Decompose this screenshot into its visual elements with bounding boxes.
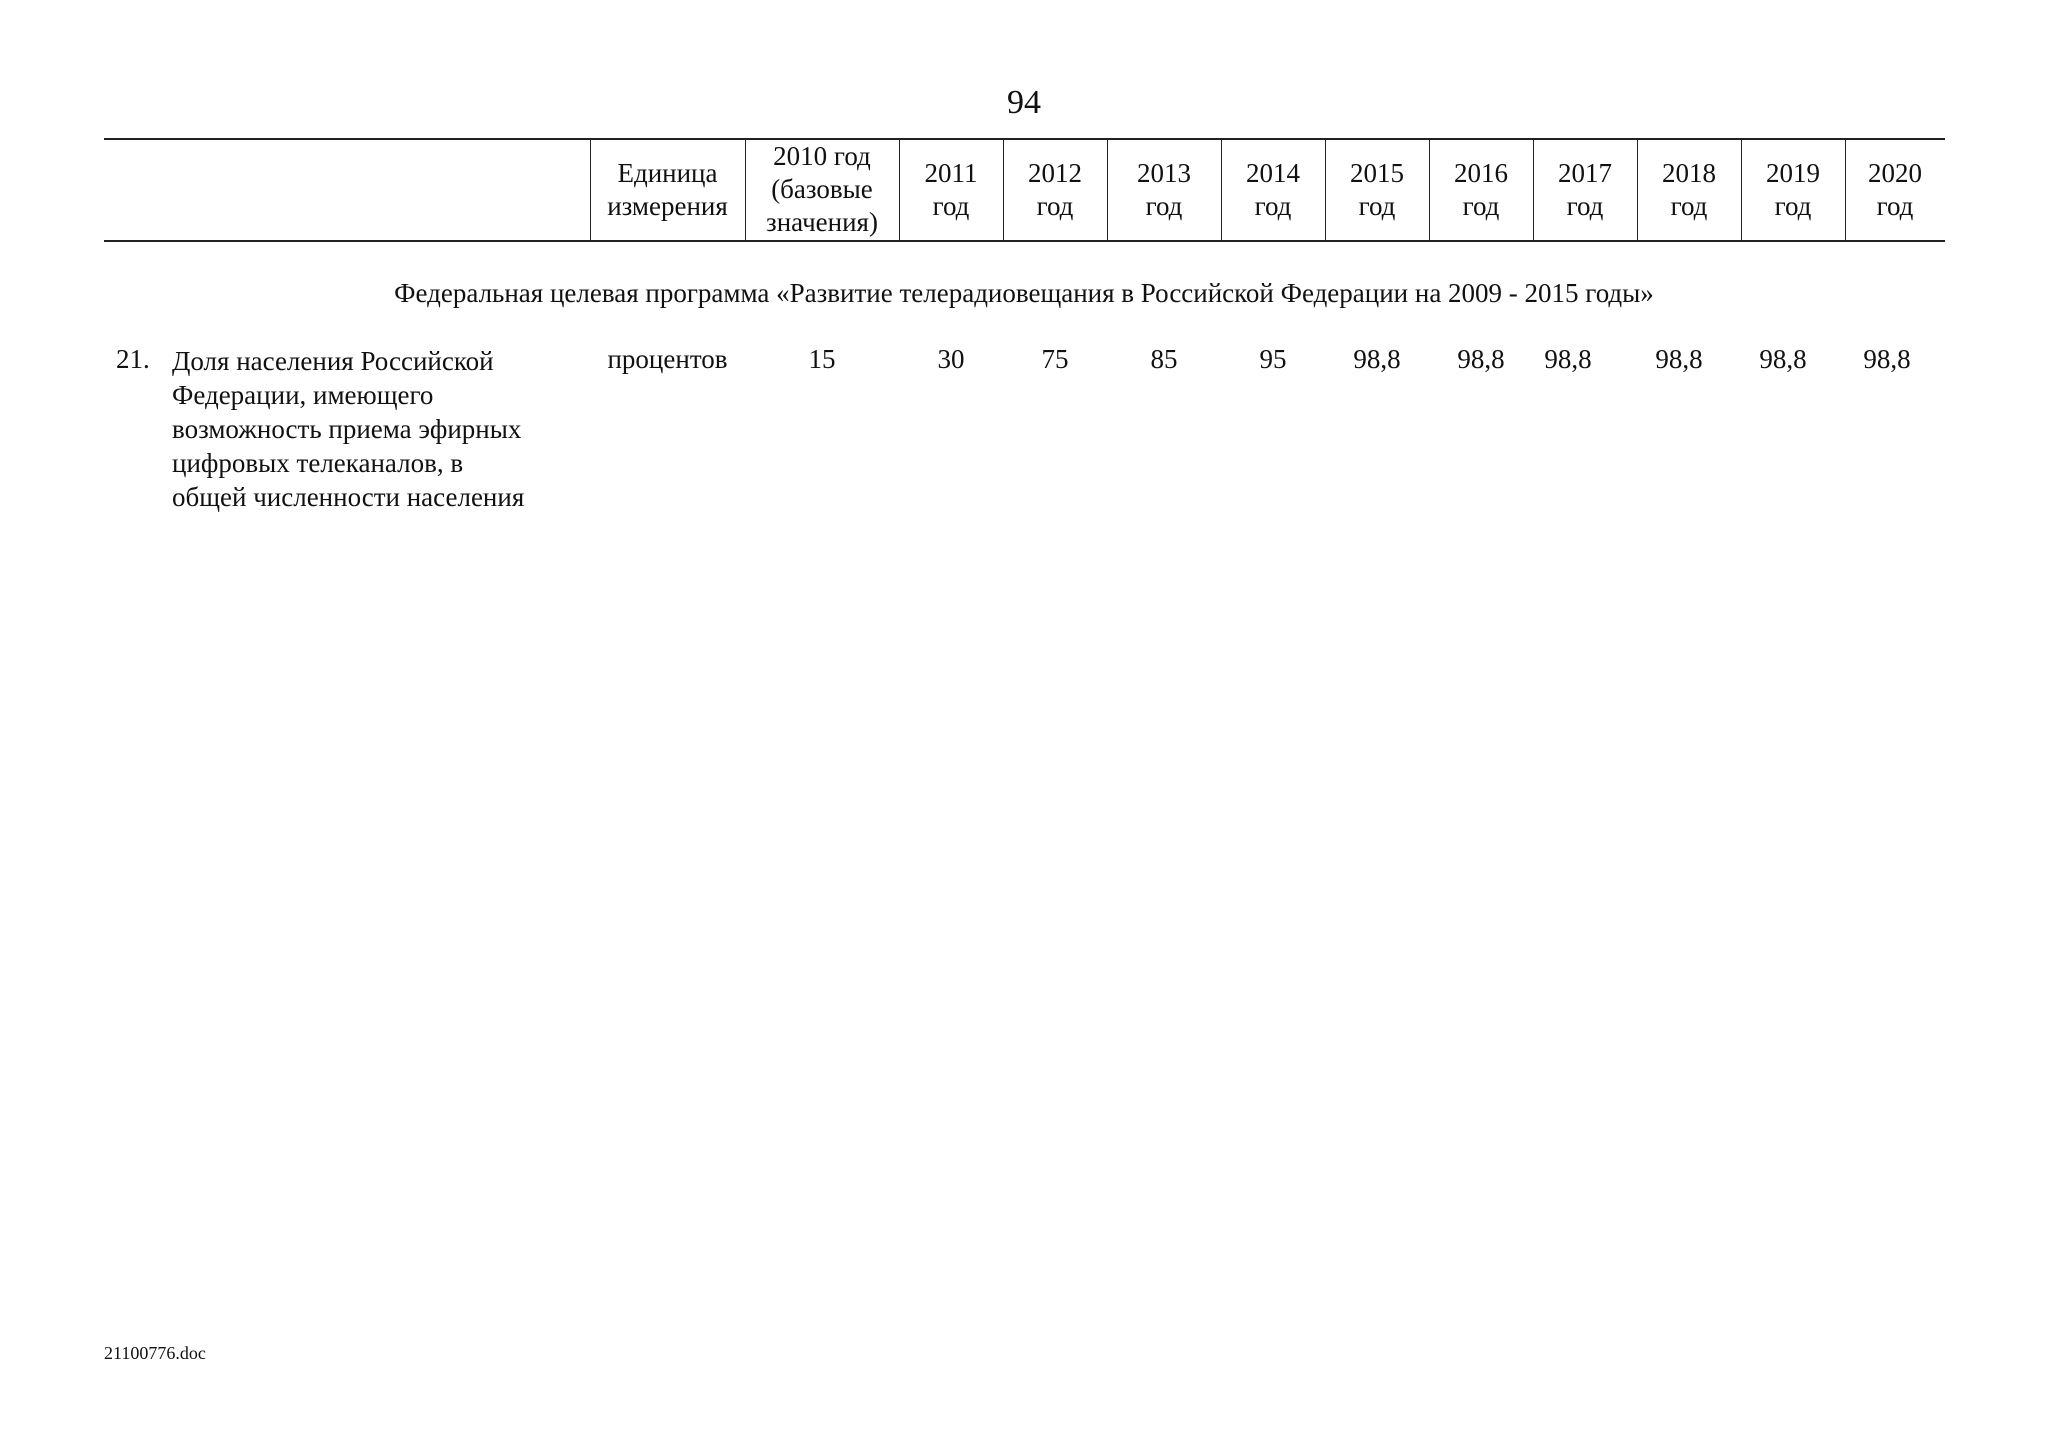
header-year-number: 2019 [1766,157,1820,188]
header-year-number: 2015 [1350,157,1404,188]
header-year-number: 2020 [1868,157,1922,188]
row-text-line: возможность приема эфирных [172,414,522,444]
header-year [1533,139,1637,240]
header-unit-line: измерения [607,190,728,221]
header-base-line: 2010 год [773,141,871,171]
row-number: 21. [116,344,150,374]
header-year [1741,139,1845,240]
header-base-year [745,139,899,240]
header-year-number: 2013 [1137,157,1191,188]
header-year-word: год [1358,190,1396,221]
header-base-line: значения) [766,207,878,237]
row-unit: процентов [607,344,728,374]
header-year-word: год [1876,190,1914,221]
row-text-line: Доля населения Российской [172,346,494,376]
header-year-number: 2017 [1558,157,1612,188]
header-year [1221,139,1325,240]
row-value-2013: 85 [1150,344,1178,374]
header-year-number: 2018 [1662,157,1716,188]
section-title: Федеральная целевая программа «Развитие телерадиовещания в Российской Федерации на 2009 - 2015 годы» [394,278,1654,308]
header-unit [590,139,745,240]
header-year [1637,139,1741,240]
table-bottom-rule [104,240,1945,242]
row-value-2015: 98,8 [1353,344,1401,374]
row-value-2011: 30 [937,344,965,374]
row-value-2018: 98,8 [1655,344,1703,374]
header-year [899,139,1003,240]
header-year-number: 2016 [1454,157,1508,188]
header-unit-line: Единица [617,157,718,188]
footer-filename: 21100776.doc [104,1343,206,1363]
row-value-2014: 95 [1259,344,1287,374]
row-value-2010: 15 [808,344,836,374]
header-year [1845,139,1945,240]
header-year-word: год [932,190,970,221]
row-value-2020: 98,8 [1863,344,1911,374]
header-year-word: год [1036,190,1074,221]
header-base-line: (базовые [771,174,873,204]
header-year-number: 2014 [1246,157,1300,188]
row-value-2019: 98,8 [1759,344,1807,374]
header-year [1429,139,1533,240]
row-value-2017: 98,8 [1544,344,1592,374]
header-year-word: год [1145,190,1183,221]
page-number: 94 [1007,84,1041,121]
row-value-2016: 98,8 [1457,344,1505,374]
header-year-word: год [1462,190,1500,221]
row-text-line: цифровых телеканалов, в [172,448,464,478]
row-text-line: общей численности населения [172,482,525,512]
row-value-2012: 75 [1041,344,1069,374]
header-year-word: год [1254,190,1292,221]
header-year-word: год [1670,190,1708,221]
header-year-word: год [1566,190,1604,221]
header-year-word: год [1774,190,1812,221]
header-year [1003,139,1107,240]
header-year [1107,139,1221,240]
row-indicator-text [172,344,592,514]
header-year-number: 2012 [1028,157,1082,188]
row-text-line: Федерации, имеющего [172,380,434,410]
header-year [1325,139,1429,240]
header-year-number: 2011 [924,157,978,188]
